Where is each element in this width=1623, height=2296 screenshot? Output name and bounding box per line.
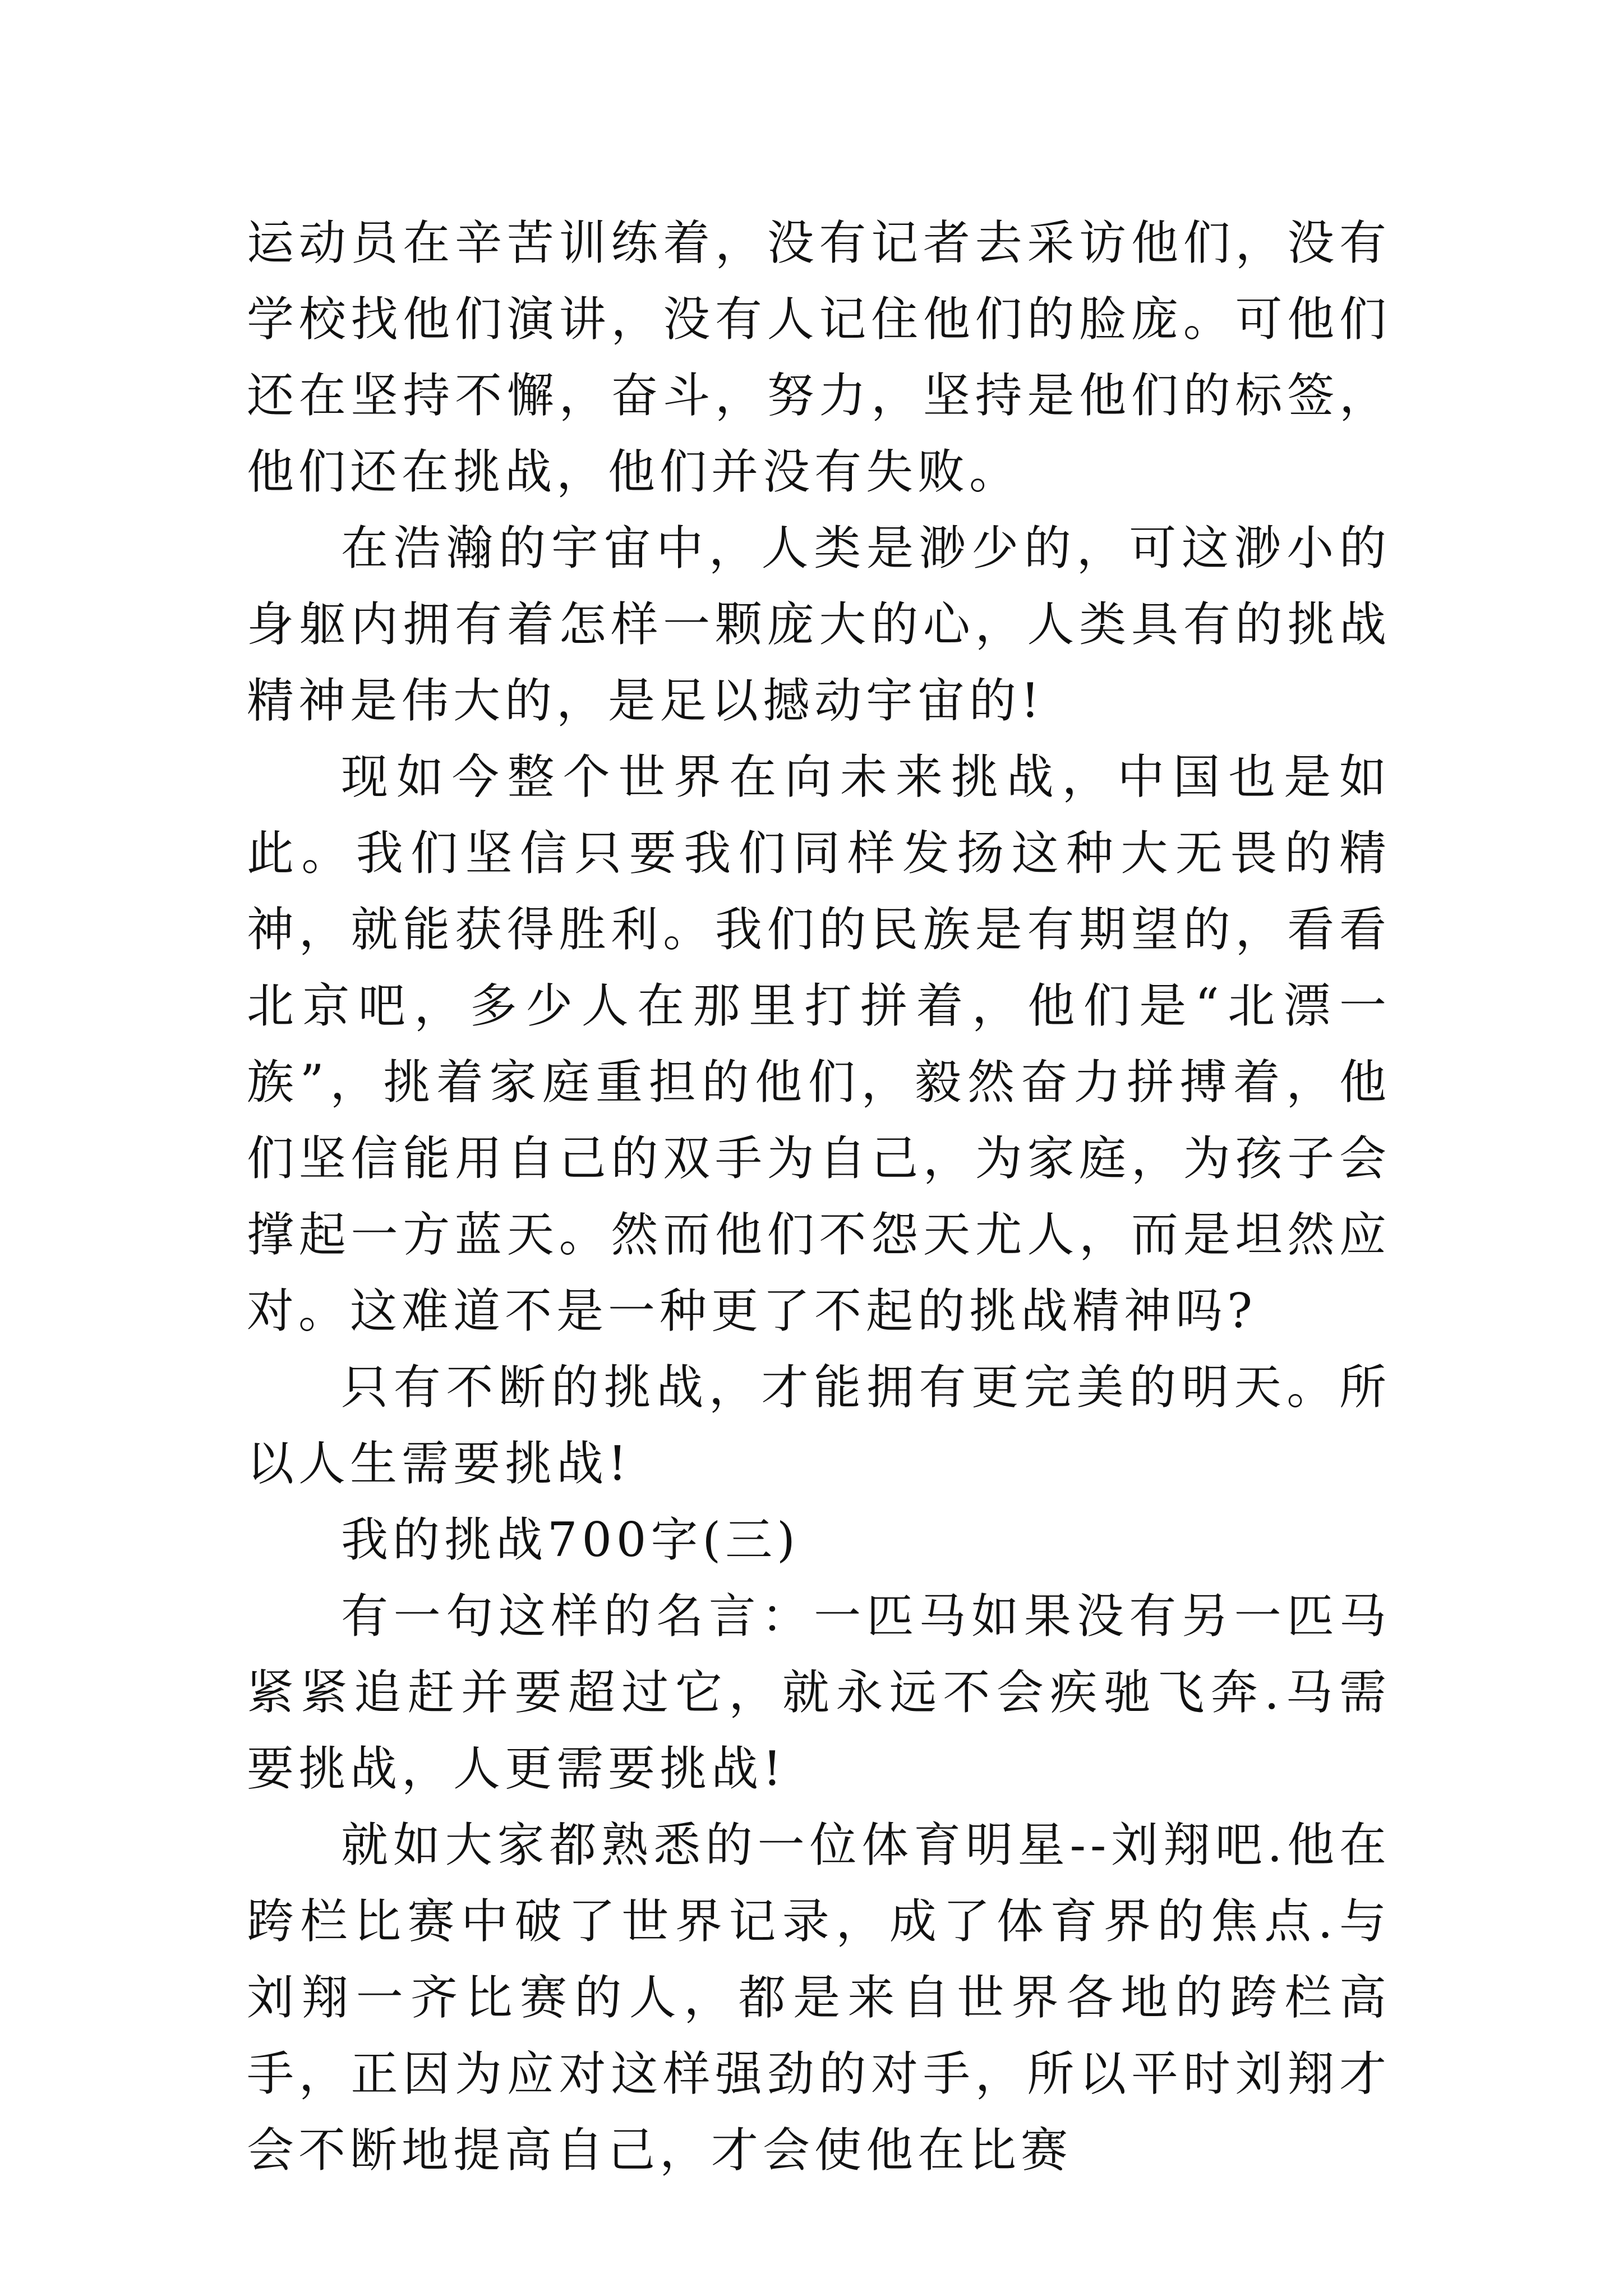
section-heading: 我的挑战700字(三) [341,1512,800,1567]
paragraph-universe: 在浩瀚的宇宙中，人类是渺少的，可这渺小的身躯内拥有着怎样一颗庞大的心，人类具有的挑战精神是伟大的，是足以撼动宇宙的! [247,521,1391,728]
paragraph-liu-xiang: 就如大家都熟悉的一位体育明星--刘翔吧.他在跨栏比赛中破了世界记录，成了体育界的焦点.与刘翔一齐比赛的人，都是来自世界各地的跨栏高手，正因为应对这样强劲的对手，所以平时刘翔才会不断地提高自己，才会使他在比赛 [247,1818,1391,2178]
paragraph-athletes: 运动员在辛苦训练着，没有记者去采访他们，没有学校找他们演讲，没有人记住他们的脸庞。可他们还在坚持不懈，奋斗，努力，坚持是他们的标签，他们还在挑战，他们并没有失败。 [247,215,1391,499]
paragraph-quote: 有一句这样的名言：一匹马如果没有另一匹马紧紧追赶并要超过它，就永远不会疾驰飞奔.马需要挑战，人更需要挑战! [247,1589,1391,1796]
body-text [247,205,1391,2188]
paragraph-conclusion: 只有不断的挑战，才能拥有更完美的明天。所以人生需要挑战! [247,1360,1391,1491]
paragraph-beijing: 现如今整个世界在向未来挑战，中国也是如此。我们坚信只要我们同样发扬这种大无畏的精神，就能获得胜利。我们的民族是有期望的，看看北京吧，多少人在那里打拼着，他们是“北漂一族”，挑着家庭重担的他们，毅然奋力拼搏着，他们坚信能用自己的双手为自己，为家庭，为孩子会撑起一方蓝天。然而他们不怨天尤人，而是坦然应对。这难道不是一种更了不起的挑战精神吗? [247,749,1391,1338]
